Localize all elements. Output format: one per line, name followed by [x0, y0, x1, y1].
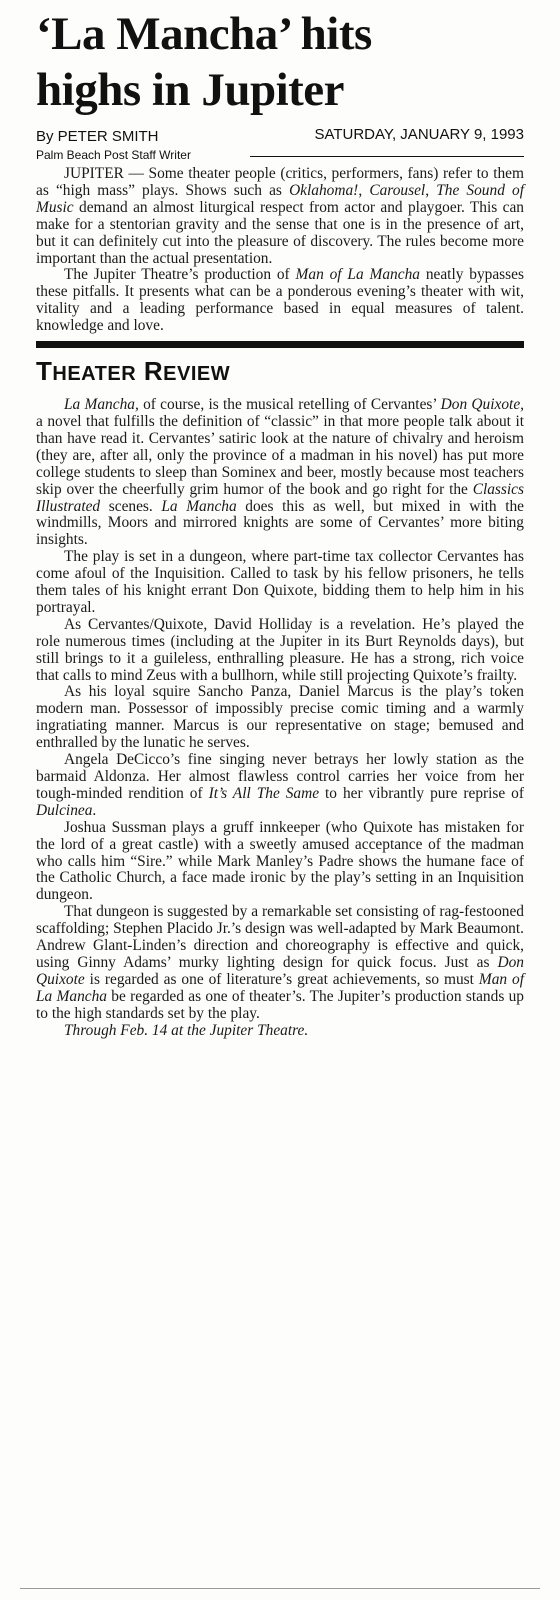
byline-rule: [250, 156, 524, 157]
intro-text: [36, 166, 524, 335]
intro-paragraph-1: JUPITER — Some theater people (critics, performers, fans) refer to them as “high mass” plays. Shows such as Oklahoma!, Carousel, The Sound of Music demand an almost liturgical respect from actor and playgoer. This can make for a stentorian gravity and the sense that one is in the presence of art, but it can definitely cut into the pleasure of discovery. The rules become more important than the actual presentation.: [36, 165, 525, 267]
byline-block: [36, 126, 524, 166]
byline: By PETER SMITH: [36, 128, 159, 145]
bottom-rule: [20, 1588, 540, 1589]
review-paragraph-5: Angela DeCicco’s fine singing never betrays her lowly station as the barmaid Aldonza. Her almost flawless control carries her voice from her tough-minded rendition of It’s All The Same to her vibrantly pure reprise of Dulcinea.: [36, 751, 525, 819]
review-paragraph-2: The play is set in a dungeon, where part-time tax collector Cervantes has come afoul of the Inquisition. Called to task by his fellow prisoners, he tells them tales of his knight errant Don Quixote, bidding them to help him in his portrayal.: [36, 548, 524, 616]
section-label: THEATER REVIEW: [36, 356, 231, 387]
headline: [36, 6, 524, 118]
intro-paragraph-2: The Jupiter Theatre’s production of Man of La Mancha neatly bypasses these pitfalls. It presents what can be a ponderous evening’s theater with wit, vitality and a leading performance based in equal measures of talent. knowledge and love.: [36, 266, 524, 335]
review-paragraph-6: Joshua Sussman plays a gruff innkeeper (who Quixote has mistaken for the lord of a great castle) with a sweetly amused acceptance of the madman who calls him “Sire.” while Mark Manley’s Padre shows the humane face of the Catholic Church, a face made ironic by the play’s setting in an Inquisition dungeon.: [36, 818, 524, 904]
review-paragraph-4: As his loyal squire Sancho Panza, Daniel Marcus is the play’s token modern man. Possessor of impossibly precise comic timing and a warmly ingratiating manner. Marcus is our representative on stage; bemused and enthralled by the lunatic he serves.: [36, 683, 524, 752]
review-paragraph-1: La Mancha, of course, is the musical retelling of Cervantes’ Don Quixote, a novel that fulfills the definition of “classic” in that more people talk about it than have read it. Cervantes’ satiric look at the nature of chivalry and heroism (they are, after all, only the province of a madman in his novel) has put more college students to sleep than Sominex and beer, mostly because most teachers skip over the cheerfully grim humor of the book and go right for the Classics Illustrated scenes. La Mancha does this as well, but mixed in with the windmills, Moors and mirrored knights are some of Cervantes’ more biting insights.: [36, 396, 524, 549]
review-paragraph-7: That dungeon is suggested by a remarkable set consisting of rag-festooned scaffolding; Stephen Placido Jr.’s design was well-adapted by Mark Beaumont. Andrew Glant-Linden’s direction and choreography is effective and quick, using Ginny Adams’ murky lighting design for quick focus. Just as Don Quixote is regarded as one of literature’s great achievements, so must Man of La Mancha be regarded as one of theater’s. The Jupiter’s production stands up to the high standards set by the play.: [36, 903, 525, 1022]
staff-credit: Palm Beach Post Staff Writer: [36, 148, 191, 162]
review-text: [36, 397, 524, 1039]
signoff: Through Feb. 14 at the Jupiter Theatre.: [64, 1021, 309, 1039]
headline-line-2: highs in Jupiter: [36, 64, 345, 116]
review-paragraph-3: As Cervantes/Quixote, David Holliday is a revelation. He’s played the role numerous times (including at the Jupiter in its Burt Reynolds days), but still brings to it a guileless, enthralling pleasure. He has a strong, rich voice that calls to mind Zeus with a bullhorn, while still projecting Quixote’s frailty.: [36, 615, 524, 684]
section-divider: [36, 341, 524, 348]
publication-date: SATURDAY, JANUARY 9, 1993: [314, 126, 524, 143]
headline-line-1: ‘La Mancha’ hits: [36, 8, 372, 60]
